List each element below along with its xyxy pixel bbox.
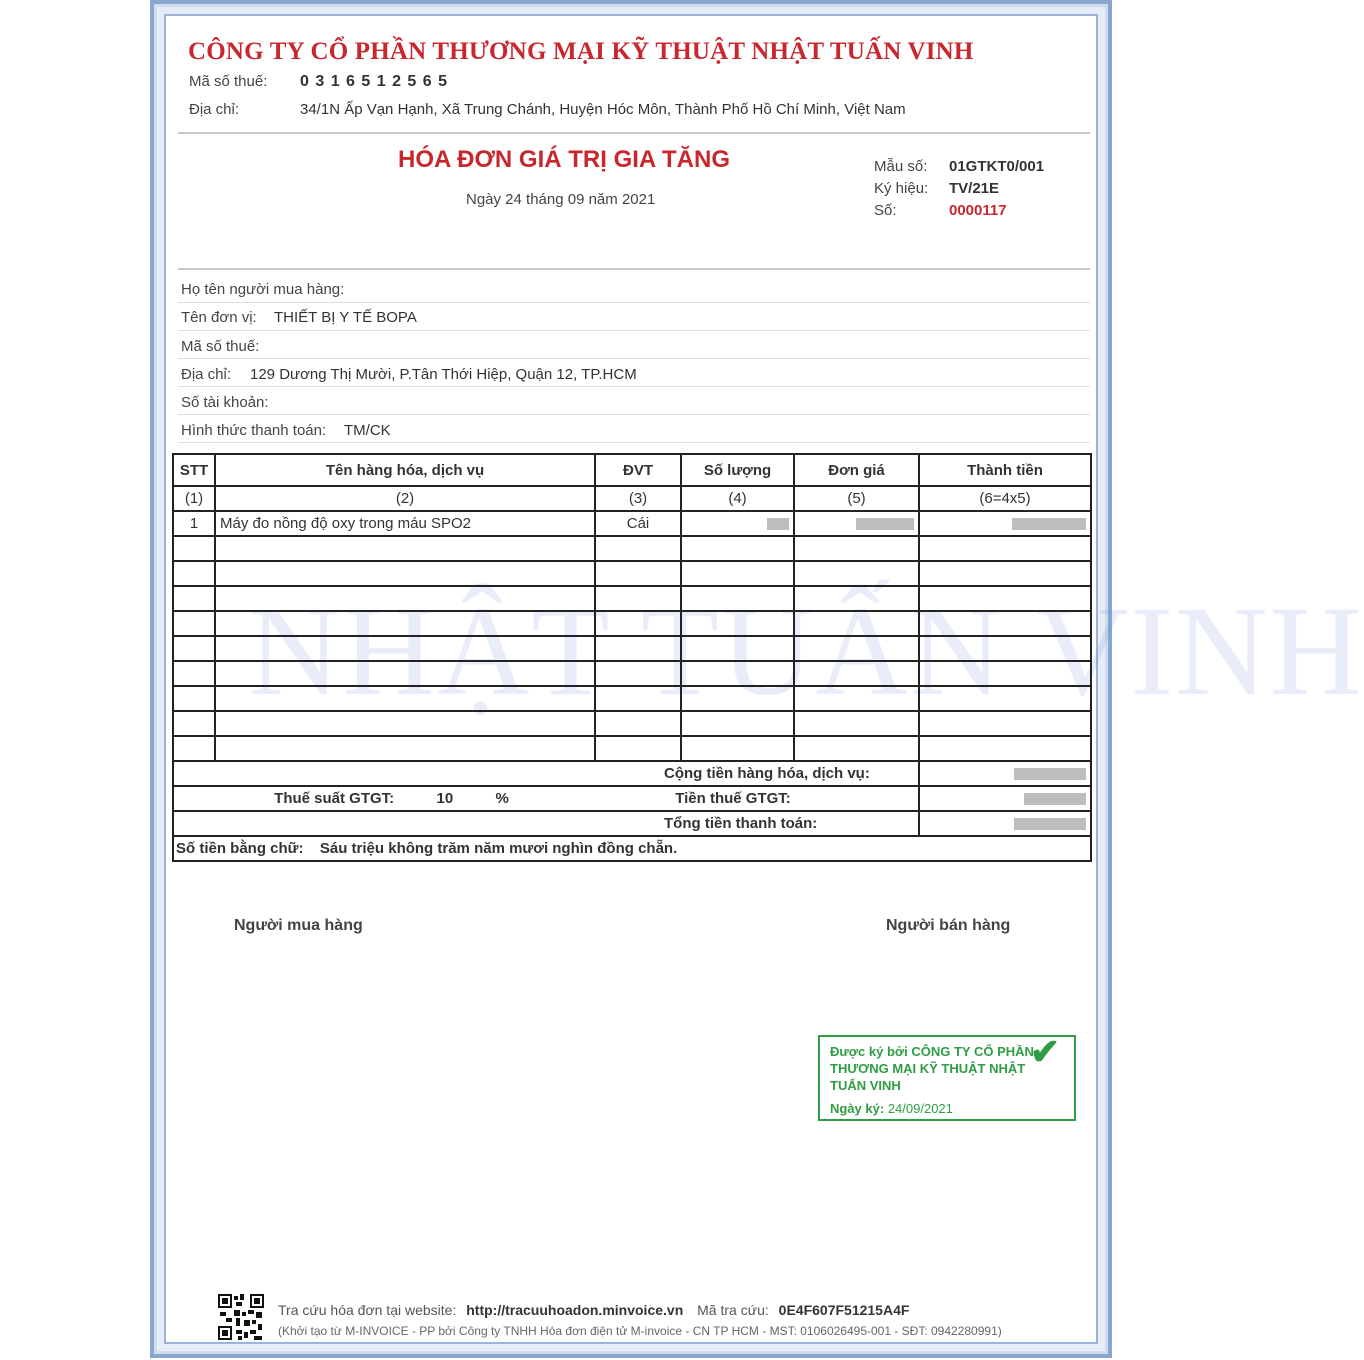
row-price-redacted: [794, 511, 919, 536]
checkmark-icon: ✔: [1029, 1031, 1060, 1072]
subtotal-value-redacted: [919, 761, 1091, 786]
stamp-date: 24/09/2021: [887, 1101, 953, 1116]
payment-label: Hình thức thanh toán:: [181, 422, 327, 439]
redaction-bar: [767, 518, 789, 530]
buyer-line: [178, 330, 1090, 331]
subtotal-row: [173, 761, 1091, 786]
buyer-line: [178, 442, 1090, 443]
vat-value-redacted: [919, 786, 1091, 811]
header-amount: Thành tiền: [919, 454, 1091, 486]
buyer-line: [178, 358, 1090, 359]
table-row: [173, 511, 1091, 536]
buyer-unit-label: Tên đơn vị:: [181, 309, 257, 326]
stamp-line2: THƯƠNG MẠI KỸ THUẬT NHẬT: [830, 1061, 1026, 1076]
table-row: [173, 561, 1091, 586]
symbol-label: Ký hiệu:: [874, 180, 929, 197]
invoice-title: HÓA ĐƠN GIÁ TRỊ GIA TĂNG: [398, 146, 731, 173]
footer-website-link[interactable]: http://tracuuhoadon.minvoice.vn: [466, 1302, 684, 1318]
footer-lookup-line: [278, 1302, 909, 1318]
buyer-signature-label: Người mua hàng: [234, 917, 363, 934]
buyer-address-label: Địa chỉ:: [181, 366, 232, 383]
total-value-redacted: [919, 811, 1091, 836]
index-cell: (4): [681, 486, 794, 511]
seller-tax-code: 0 3 1 6 5 1 2 5 6 5: [300, 73, 448, 90]
invoice-date: Ngày 24 tháng 09 năm 2021: [466, 191, 656, 208]
header-unit: ĐVT: [595, 454, 681, 486]
table-row: [173, 636, 1091, 661]
header-stt: STT: [173, 454, 215, 486]
buyer-line: [178, 386, 1090, 387]
seller-address: 34/1N Ấp Vạn Hạnh, Xã Trung Chánh, Huyện Hóc Môn, Thành Phố Hồ Chí Minh, Việt Nam: [300, 101, 906, 118]
row-name: Máy đo nồng độ oxy trong máu SPO2: [215, 511, 595, 536]
total-row: [173, 811, 1091, 836]
form-label: Mẫu số:: [874, 158, 928, 175]
payment-method: TM/CK: [344, 422, 391, 439]
redaction-bar: [1024, 793, 1086, 805]
row-amount-redacted: [919, 511, 1091, 536]
redaction-bar: [856, 518, 914, 530]
redaction-bar: [1012, 518, 1086, 530]
vat-amount-label: Tiền thuế GTGT:: [675, 790, 791, 807]
vat-rate: 10: [436, 790, 454, 807]
total-label: Tổng tiền thanh toán:: [173, 811, 919, 836]
digital-signature-stamp: [818, 1031, 1076, 1121]
vat-row: [173, 786, 1091, 811]
subtotal-label: Cộng tiền hàng hóa, dịch vụ:: [173, 761, 919, 786]
table-row: [173, 536, 1091, 561]
table-row: [173, 736, 1091, 761]
words-value: Sáu triệu không trăm năm mươi nghìn đồng chẵn.: [319, 840, 678, 857]
table-row: [173, 586, 1091, 611]
buyer-line: [178, 302, 1090, 303]
header-name: Tên hàng hóa, dịch vụ: [215, 454, 595, 486]
buyer-unit: THIẾT BỊ Y TẾ BOPA: [274, 309, 417, 326]
buyer-account-label: Số tài khoản:: [181, 394, 269, 411]
words-row: [173, 836, 1091, 861]
vat-cell: [173, 786, 919, 811]
header-price: Đơn giá: [794, 454, 919, 486]
items-table: [172, 453, 1092, 862]
words-cell: [173, 836, 1091, 861]
title-divider: [178, 268, 1090, 270]
header-qty: Số lượng: [681, 454, 794, 486]
footer-lookup-code: 0E4F607F51215A4F: [778, 1302, 910, 1318]
buyer-address: 129 Dương Thị Mười, P.Tân Thới Hiệp, Quận 12, TP.HCM: [250, 366, 637, 383]
table-row: [173, 686, 1091, 711]
buyer-tax-label: Mã số thuế:: [181, 338, 260, 355]
row-unit: Cái: [595, 511, 681, 536]
redaction-bar: [1014, 818, 1086, 830]
index-cell: (3): [595, 486, 681, 511]
number-value: 0000117: [949, 202, 1007, 219]
stamp-date-line: [830, 1100, 1064, 1117]
qr-code-icon: [218, 1294, 264, 1340]
footer-code-label: Mã tra cứu:: [697, 1302, 769, 1318]
seller-signature-label: Người bán hàng: [886, 917, 1011, 934]
symbol-value: TV/21E: [949, 180, 1000, 197]
row-stt: 1: [173, 511, 215, 536]
form-value: 01GTKT0/001: [949, 158, 1045, 175]
buyer-name-label: Họ tên người mua hàng:: [181, 281, 345, 298]
seller-company-name: CÔNG TY CỔ PHẦN THƯƠNG MẠI KỸ THUẬT NHẬT TUẤN VINH: [188, 38, 974, 65]
table-row: [173, 711, 1091, 736]
header-divider: [178, 132, 1090, 134]
seller-address-label: Địa chỉ:: [189, 101, 240, 118]
footer-lookup-label: Tra cứu hóa đơn tại website:: [278, 1302, 457, 1318]
footer-note: (Khởi tạo từ M-INVOICE - PP bởi Công ty TNHH Hóa đơn điện tử M-invoice - CN TP HCM - MST: 0106026495-001 - SĐT: 0942280991): [278, 1324, 1002, 1338]
number-label: Số:: [874, 202, 897, 219]
table-row: [173, 611, 1091, 636]
index-cell: (2): [215, 486, 595, 511]
watermark: NHẬT TUẤN VINH: [248, 580, 1364, 722]
vat-percent: %: [495, 790, 509, 807]
table-row: [173, 661, 1091, 686]
buyer-line: [178, 414, 1090, 415]
index-cell: (5): [794, 486, 919, 511]
index-cell: (1): [173, 486, 215, 511]
table-header-row: [173, 454, 1091, 486]
redaction-bar: [1014, 768, 1086, 780]
vat-rate-label: Thuế suất GTGT:: [274, 790, 395, 807]
row-qty-redacted: [681, 511, 794, 536]
stamp-date-label: Ngày ký:: [830, 1101, 885, 1116]
table-index-row: [173, 486, 1091, 511]
index-cell: (6=4x5): [919, 486, 1091, 511]
stamp-line3: TUẤN VINH: [830, 1078, 901, 1093]
stamp-line1: Được ký bởi CÔNG TY CỔ PHẦN: [830, 1044, 1034, 1059]
seller-tax-label: Mã số thuế:: [189, 73, 268, 90]
words-label: Số tiền bằng chữ:: [176, 840, 304, 857]
